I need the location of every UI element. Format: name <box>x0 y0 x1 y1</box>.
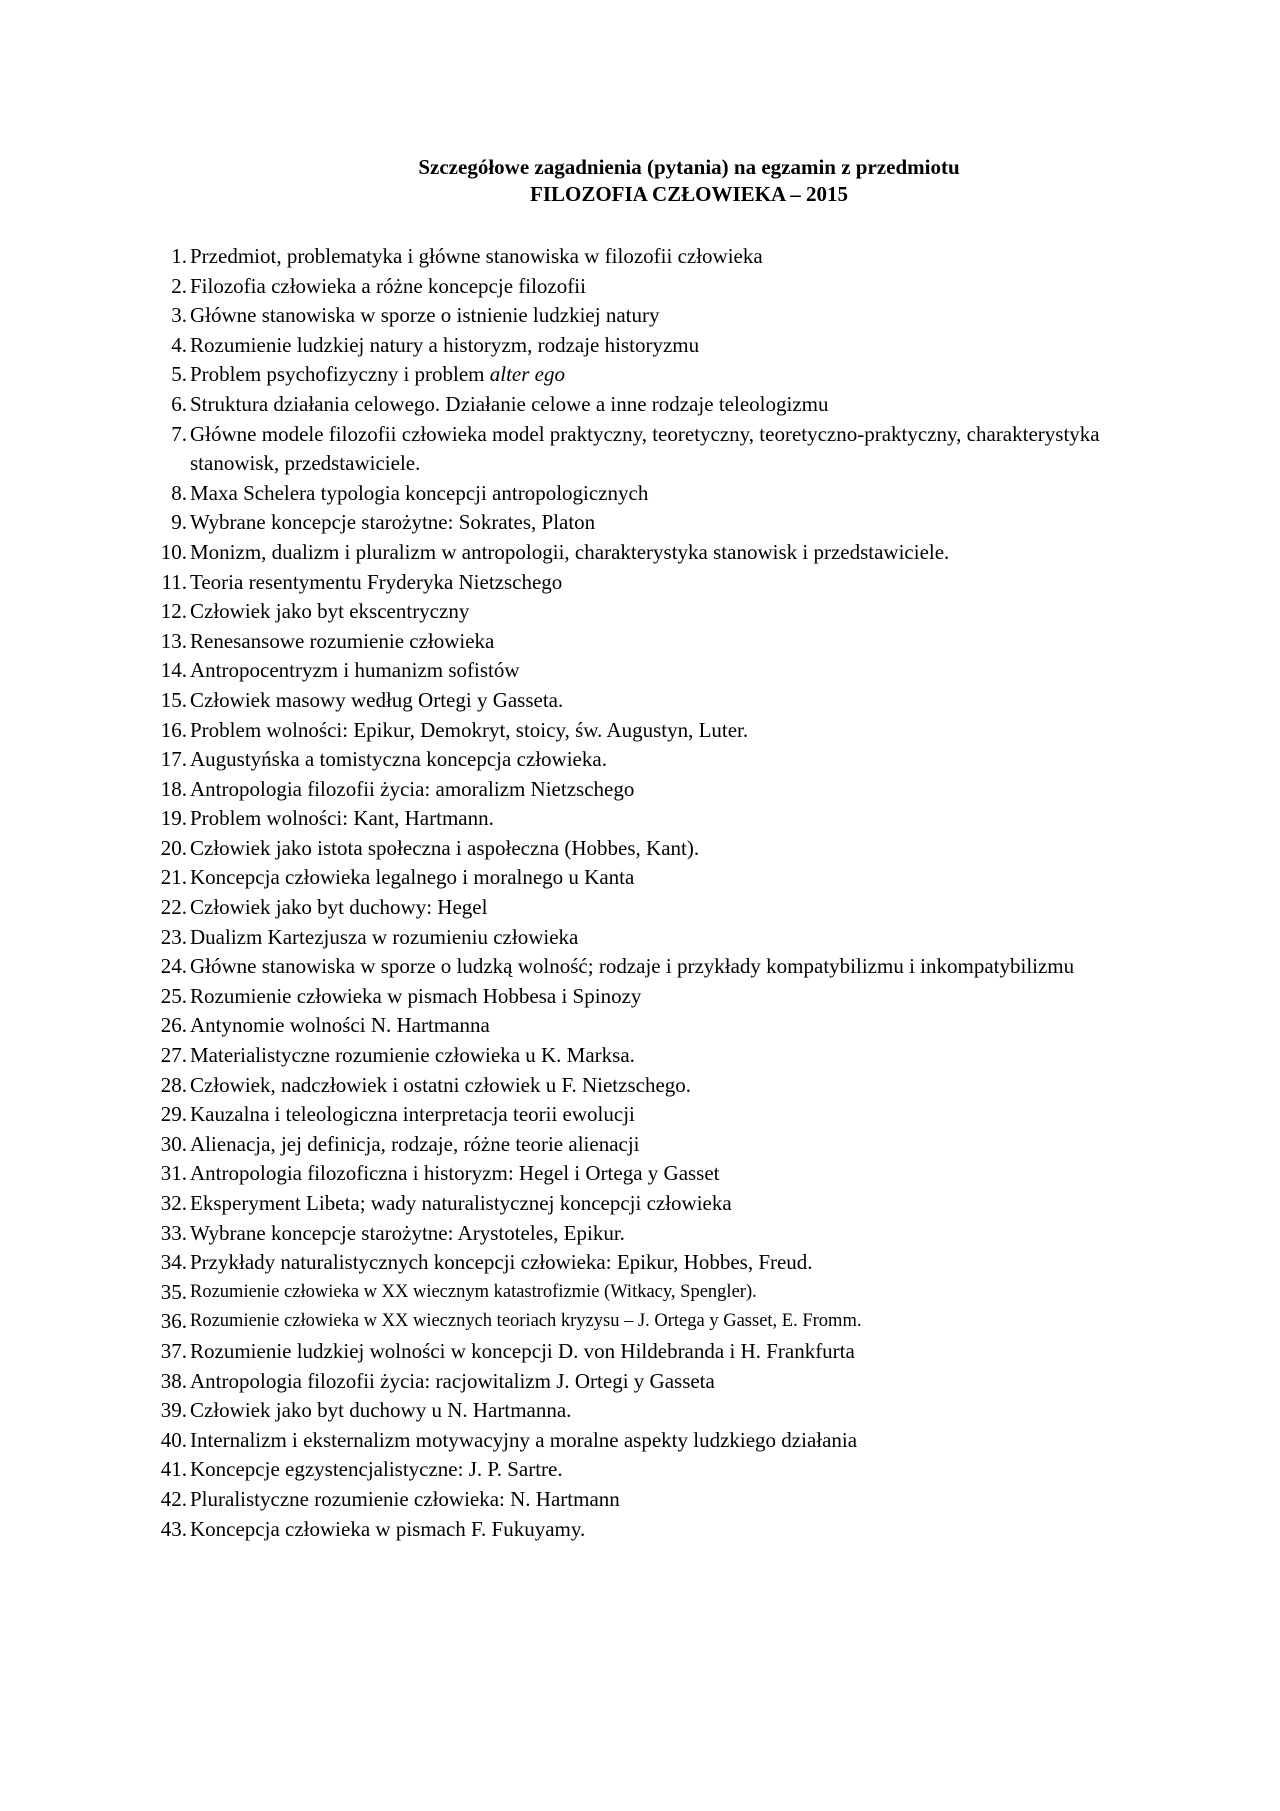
question-item <box>153 1515 1153 1545</box>
question-number: 1. <box>171 244 187 268</box>
question-item <box>153 863 1153 893</box>
question-number: 3. <box>171 303 187 328</box>
question-number: 25. <box>160 983 187 1008</box>
question-text: Koncepcja człowieka legalnego i moralnego u Kanta <box>190 865 635 890</box>
question-text: Internalizm i eksternalizm motywacyjny a moralne aspekty ludzkiego działania <box>190 1427 858 1452</box>
question-text: Człowiek jako byt duchowy u N. Hartmanna. <box>190 1398 572 1423</box>
question-number: 16. <box>160 717 187 742</box>
question-text: Maxa Schelera typologia koncepcji antropologicznych <box>190 480 649 505</box>
question-text: Człowiek masowy według Ortegi y Gasseta. <box>190 687 564 712</box>
question-number: 20. <box>160 835 187 860</box>
question-number: 31. <box>160 1161 187 1186</box>
question-text: Człowiek jako istota społeczna i aspołeczna (Hobbes, Kant). <box>190 835 700 860</box>
question-item <box>153 1307 1153 1337</box>
question-item <box>153 1396 1153 1426</box>
question-item <box>153 301 1153 331</box>
question-item <box>153 1426 1153 1456</box>
question-number: 13. <box>160 628 187 653</box>
question-item <box>153 716 1153 746</box>
question-number: 32. <box>160 1191 187 1215</box>
question-number: 42. <box>160 1486 187 1511</box>
question-text: Problem psychofizyczny i problem <box>190 362 490 387</box>
question-text: Rozumienie człowieka w pismach Hobbesa i Spinozy <box>190 983 642 1008</box>
question-item <box>153 420 1150 479</box>
question-item <box>153 1071 1153 1101</box>
question-number: 7. <box>171 421 187 446</box>
question-text: Rozumienie ludzkiej natury a historyzm, rodzaje historyzmu <box>190 332 700 357</box>
question-text: Materialistyczne rozumienie człowieka u K. Marksa. <box>190 1043 635 1068</box>
question-number: 5. <box>171 362 187 387</box>
question-number: 26. <box>160 1013 187 1038</box>
question-item <box>153 242 1153 272</box>
question-number: 33. <box>160 1220 187 1245</box>
question-text: Antropocentryzm i humanizm sofistów <box>190 658 520 683</box>
question-number: 23. <box>160 924 187 949</box>
question-number: 9. <box>171 510 187 535</box>
question-item <box>153 775 1153 805</box>
question-item <box>153 982 1153 1012</box>
question-item <box>153 538 1153 568</box>
question-item <box>153 331 1153 361</box>
question-text: Człowiek, nadczłowiek i ostatni człowiek u F. Nietzschego. <box>190 1072 692 1097</box>
question-number: 8. <box>171 480 187 505</box>
question-text: Antropologia filozoficzna i historyzm: Hegel i Ortega y Gasset <box>190 1161 720 1186</box>
question-number: 28. <box>160 1072 187 1097</box>
question-number: 29. <box>160 1102 187 1127</box>
question-text: Antropologia filozofii życia: amoralizm Nietzschego <box>190 776 635 801</box>
question-item <box>153 1455 1153 1485</box>
question-text: Rozumienie ludzkiej wolności w koncepcji D. von Hildebranda i H. Frankfurta <box>190 1338 855 1363</box>
question-text: Struktura działania celowego. Działanie celowe a inne rodzaje teleologizmu <box>190 391 829 416</box>
question-item <box>153 390 1153 420</box>
question-item <box>153 1041 1153 1071</box>
question-item <box>153 568 1153 598</box>
question-item <box>153 1278 1153 1308</box>
question-text-italic: alter ego <box>489 362 565 387</box>
question-text: Dualizm Kartezjusza w rozumieniu człowieka <box>190 924 579 949</box>
question-item <box>153 1130 1153 1160</box>
question-item <box>153 1219 1153 1249</box>
question-number: 34. <box>160 1250 187 1275</box>
question-text: Augustyńska a tomistyczna koncepcja człowieka. <box>190 747 607 772</box>
question-item <box>153 686 1153 716</box>
question-item <box>153 834 1153 864</box>
question-item <box>153 1367 1153 1397</box>
question-number: 19. <box>160 806 187 831</box>
question-text: Przedmiot, problematyka i główne stanowiska w filozofii człowieka <box>190 244 763 268</box>
question-number: 4. <box>171 332 187 357</box>
question-number: 14. <box>160 658 187 683</box>
question-text: Wybrane koncepcje starożytne: Sokrates, Platon <box>190 510 596 535</box>
question-item <box>153 893 1153 923</box>
question-number: 10. <box>160 539 187 564</box>
question-text: Kauzalna i teleologiczna interpretacja teorii ewolucji <box>190 1102 635 1127</box>
question-text: Eksperyment Libeta; wady naturalistycznej koncepcji człowieka <box>190 1191 732 1215</box>
question-number: 6. <box>171 391 187 416</box>
question-item <box>153 923 1153 953</box>
question-item <box>153 745 1153 775</box>
document-title: Szczegółowe zagadnienia (pytania) na egzamin z przedmiotu <box>418 155 960 179</box>
question-number: 21. <box>160 865 187 890</box>
question-number: 22. <box>160 895 187 920</box>
question-text: Rozumienie człowieka w XX wiecznych teoriach kryzysu – J. Ortega y Gasset, E. Fromm. <box>190 1311 862 1332</box>
question-text: Alienacja, jej definicja, rodzaje, różne teorie alienacji <box>190 1131 640 1156</box>
question-text: Filozofia człowieka a różne koncepcje filozofii <box>190 273 586 298</box>
question-number: 35. <box>160 1279 187 1304</box>
question-text: Renesansowe rozumienie człowieka <box>190 628 495 653</box>
question-number: 11. <box>161 569 187 594</box>
question-item <box>153 1485 1153 1515</box>
question-text: Koncepcje egzystencjalistyczne: J. P. Sartre. <box>190 1457 563 1482</box>
question-number: 12. <box>160 599 187 624</box>
question-text: Pluralistyczne rozumienie człowieka: N. Hartmann <box>190 1486 620 1511</box>
question-number: 24. <box>160 954 187 979</box>
question-item <box>153 656 1153 686</box>
question-text: Główne stanowiska w sporze o ludzką wolność; rodzaje i przykłady kompatybilizmu i inkompatybilizmu <box>190 954 1075 979</box>
question-item <box>153 360 1153 390</box>
question-item <box>153 508 1153 538</box>
question-text: Monizm, dualizm i pluralizm w antropologii, charakterystyka stanowisk i przedstawiciele. <box>190 539 950 564</box>
question-number: 37. <box>160 1338 187 1363</box>
question-number: 40. <box>160 1427 187 1452</box>
question-item <box>153 1337 1153 1367</box>
question-text: Teoria resentymentu Fryderyka Nietzschego <box>190 569 563 594</box>
question-text: Rozumienie człowieka w XX wiecznym katastrofizmie (Witkacy, Spengler). <box>190 1281 757 1302</box>
question-number: 18. <box>160 776 187 801</box>
question-text: Antropologia filozofii życia: racjowitalizm J. Ortegi y Gasseta <box>190 1368 715 1393</box>
document-subtitle: FILOZOFIA CZŁOWIEKA – 2015 <box>530 182 848 206</box>
question-text: Przykłady naturalistycznych koncepcji człowieka: Epikur, Hobbes, Freud. <box>190 1250 813 1275</box>
question-number: 30. <box>160 1131 187 1156</box>
question-text: Główne stanowiska w sporze o istnienie ludzkiej natury <box>190 303 660 328</box>
question-item <box>153 804 1153 834</box>
question-item <box>153 627 1153 657</box>
question-item <box>153 272 1153 302</box>
question-text: Koncepcja człowieka w pismach F. Fukuyamy. <box>190 1516 586 1541</box>
question-number: 15. <box>160 687 187 712</box>
question-number: 27. <box>160 1043 187 1068</box>
question-text: Człowiek jako byt ekscentryczny <box>190 599 470 624</box>
question-number: 17. <box>160 747 187 772</box>
question-number: 38. <box>160 1368 187 1393</box>
question-item <box>153 479 1153 509</box>
question-text: Człowiek jako byt duchowy: Hegel <box>190 895 488 920</box>
question-item <box>153 1248 1153 1278</box>
question-text: Antynomie wolności N. Hartmanna <box>190 1013 490 1038</box>
question-text: Główne modele filozofii człowieka model praktyczny, teoretyczny, teoretyczno-praktyczny, charakterystyka stanowisk, przedstawiciele. <box>190 421 1100 476</box>
question-item <box>153 1189 1153 1219</box>
question-text: Problem wolności: Epikur, Demokryt, stoicy, św. Augustyn, Luter. <box>190 717 749 742</box>
question-text: Wybrane koncepcje starożytne: Arystoteles, Epikur. <box>190 1220 625 1245</box>
question-text: Problem wolności: Kant, Hartmann. <box>190 806 494 831</box>
questions-list <box>153 242 1153 1544</box>
question-number: 36. <box>160 1309 187 1334</box>
question-item <box>153 1011 1153 1041</box>
question-number: 2. <box>171 273 187 298</box>
question-number: 43. <box>160 1516 187 1541</box>
question-number: 41. <box>160 1457 187 1482</box>
question-item <box>153 1159 1153 1189</box>
question-item <box>153 597 1153 627</box>
question-item <box>153 1100 1153 1130</box>
question-item <box>153 952 1150 982</box>
question-number: 39. <box>160 1398 187 1423</box>
